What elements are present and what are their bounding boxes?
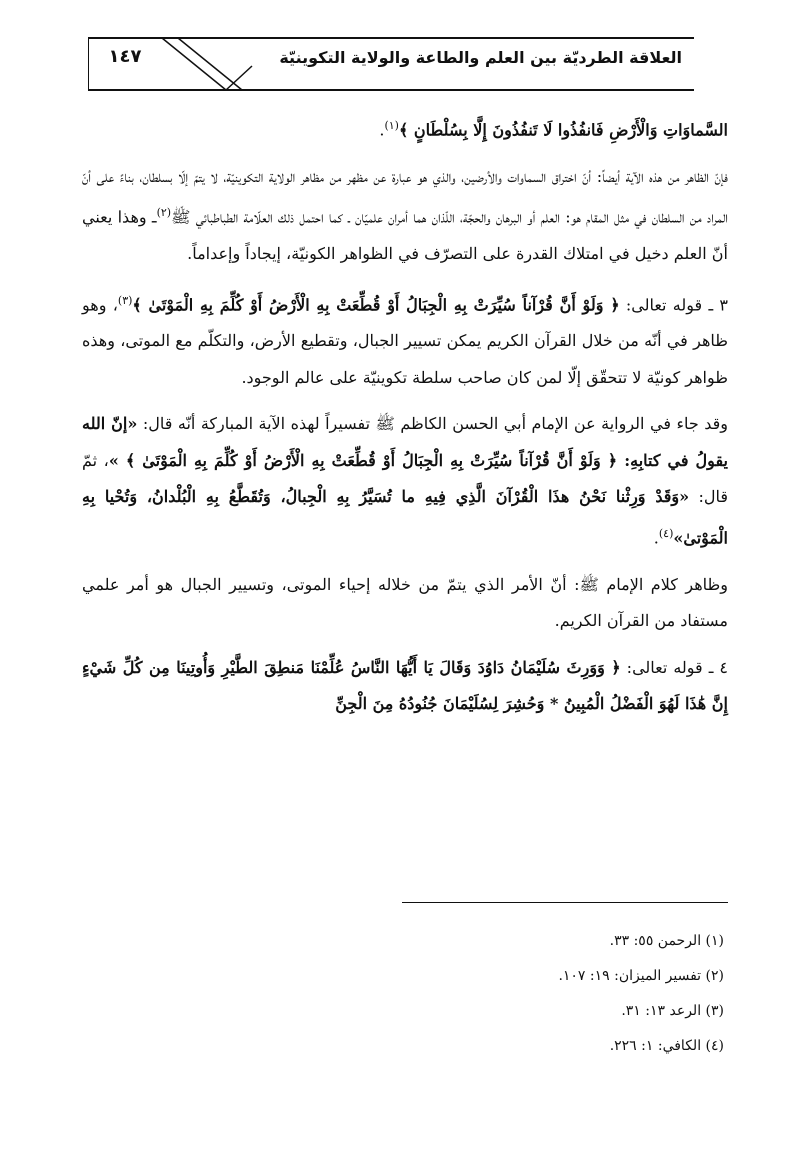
text: فإنّ الظاهر من هذه الآية أيضاً: أنّ اختراق السماوات والأرضين، والذي هو عبارة عن مظهر من مظاهر الولاية التكوينيّة، لا يتمّ إلّا بسلطان، بناءً على أنّ المراد من السلطان في مثل المقام هو: العلم أو البرهان والحجّة، اللّذان هما أمران علميّان ـ كما احتمل ذلك العلّامة الطباطبائي ﷺ: [82, 166, 729, 227]
text: وظاهر كلام الإمام ﷺ: أنّ الأمر الذي يتمّ من خلاله إحياء الموتى، وتسيير الجبال هو أمر علمي مستفاد من القرآن الكريم.: [82, 574, 728, 631]
footnote: (٢) تفسير الميزان: ١٩: ١٠٧.: [558, 968, 724, 984]
text: وقد جاء في الرواية عن الإمام أبي الحسن الكاظم ﷺ تفسيراً لهذه الآية المباركة أنّه قال:: [137, 414, 728, 434]
hadith-quote: «وَقَدْ وَرِثْنا نَحْنُ هذَا الْقُرْآنَ الَّذِي فِيهِ ما تُسَيَّرُ بِهِ الْجِبالُ، وَتُقَطَّعُ بِهِ الْبُلْدانُ، وَتُحْيا بِهِ الْمَوْتىٰ»: [82, 487, 728, 548]
footnote-ref: (١): [384, 119, 399, 132]
footnote-separator: [402, 902, 728, 903]
text: ، وهو ظاهر في أنّه من خلال القرآن الكريم يمكن تسيير الجبال، وتقطيع الأرض، والتكلّم مع الموتى، وهذه ظواهر كونيّة لا تتحقّق إلّا لمن كان صاحب سلطة تكوينيّة على عالم الوجود.: [82, 294, 728, 387]
text: ـ وهذا يعني أنّ العلم دخيل في امتلاك القدرة على التصرّف في الظواهر الكونيّة، إيجاداً وإعداماً.: [82, 207, 728, 264]
verse: ﴿ وَلَوْ أَنَّ قُرْآناً سُيِّرَتْ بِهِ الْجِبَالُ أَوْ قُطِّعَتْ بِهِ الْأَرْضُ أَوْ كُلِّمَ بِهِ الْمَوْتَىٰ ﴾: [132, 294, 620, 314]
text: ، ثمّ قال:: [82, 450, 729, 507]
verse: ﴿ وَوَرِثَ سُلَيْمَانُ دَاوُدَ وَقَالَ يَا أَيُّهَا النَّاسُ عُلِّمْنَا مَنطِقَ الطَّيْرِ وَأُوتِينَا مِن كُلِّ شَيْءٍ إِنَّ هَٰذَا لَهُوَ الْفَضْلُ الْمُبِينُ * وَحُشِرَ لِسُلَيْمَانَ جُنُودُهُ مِنَ الْجِنِّ: [82, 657, 728, 714]
paragraph-3: [82, 283, 728, 397]
running-header: [88, 36, 694, 96]
footnote: (٣) الرعد ١٣: ٣١.: [621, 1003, 724, 1019]
footnote: (١) الرحمن ٥٥: ٣٣.: [609, 933, 724, 949]
footnote: (٤) الكافي: ١: ٢٢٦.: [609, 1038, 724, 1054]
footnote-ref: (٤): [658, 526, 674, 540]
paragraph-5: [82, 567, 728, 640]
running-title: العلاقة الطرديّة بين العلم والطاعة والولاية التكوينيّة: [279, 48, 682, 67]
paragraph-2: [82, 159, 728, 273]
text: .: [653, 528, 659, 548]
paragraph-4: [82, 406, 728, 556]
footnotes: [300, 924, 724, 1064]
verse: السَّماوَاتِ وَالْأَرْضِ فَانفُذُوا لَا تَنفُذُونَ إِلَّا بِسُلْطَانٍ ﴾: [398, 120, 728, 140]
page-number: ١٤٧: [108, 46, 142, 67]
text: ٣ ـ قوله تعالى:: [619, 294, 729, 314]
paragraph-6: [82, 650, 728, 723]
paragraph-1: [82, 108, 728, 149]
footnote-ref: (٣): [117, 293, 133, 307]
text: ٤ ـ قوله تعالى:: [620, 657, 729, 677]
hadith-quote: «إنّ الله يقولُ في كتابِهِ: ﴿ وَلَوْ أَنَّ قُرْآناً سُيِّرَتْ بِهِ الْجِبَالُ أَوْ قُطِّعَتْ بِهِ الْأَرْضُ أَوْ كُلِّمَ بِهِ الْمَوْتَىٰ ﴾ »: [82, 414, 728, 470]
page-body: [82, 108, 728, 733]
footnote-ref: (٢): [156, 206, 172, 220]
text: .: [379, 120, 385, 140]
